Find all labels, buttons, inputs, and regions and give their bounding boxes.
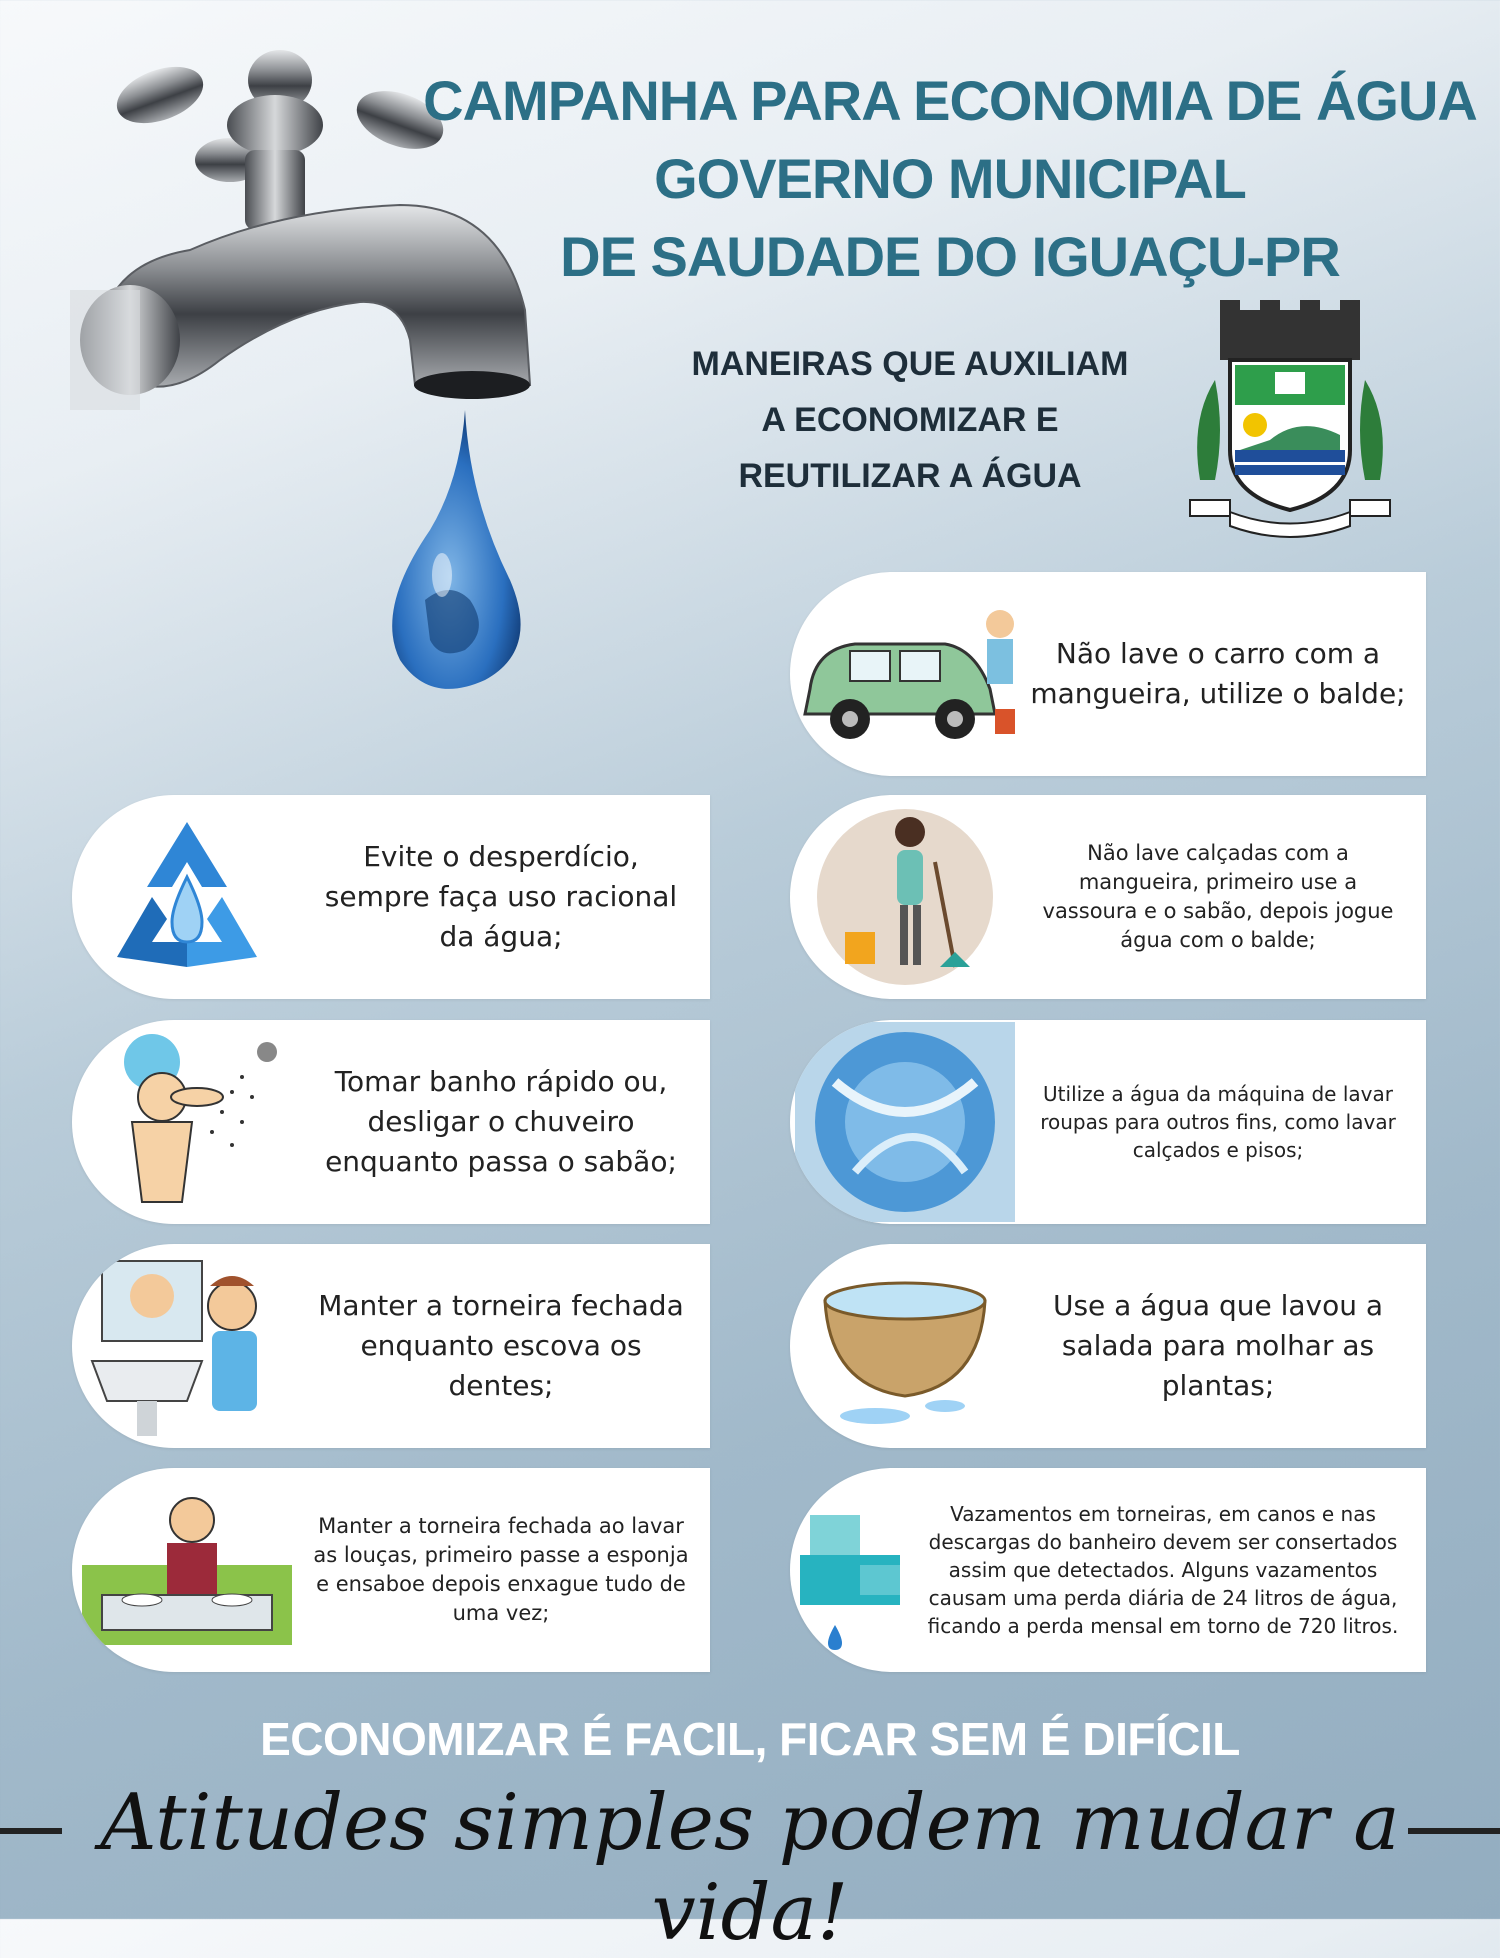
tip-text: Não lave calçadas com a mangueira, primeiro use a vassoura e o sabão, depois jogue água com o balde; — [1042, 841, 1394, 952]
shower-illustration — [72, 1020, 302, 1224]
tip-text: Utilize a água da máquina de lavar roupas para outros fins, como lavar calçados e pisos; — [1040, 1082, 1396, 1162]
tip-shower — [72, 1020, 710, 1224]
title-line: DE SAUDADE DO IGUAÇU-PR — [560, 225, 1340, 288]
tip-text: Vazamentos em torneiras, em canos e nas descargas do banheiro devem ser consertados assim que detectados. Alguns vazamentos causam uma perda diária de 24 litros de água, ficando a perda mensal em torno de 720 litros. — [927, 1502, 1399, 1638]
subtitle-line: REUTILIZAR A ÁGUA — [738, 457, 1082, 495]
title-line: CAMPANHA PARA ECONOMIA DE ÁGUA — [423, 69, 1477, 132]
subtitle — [660, 336, 1160, 504]
tip-text: Não lave o carro com a mangueira, utilize o balde; — [1030, 637, 1406, 710]
dishes-illustration — [72, 1468, 302, 1672]
tip-leaks — [790, 1468, 1426, 1672]
tip-recycle — [72, 795, 710, 999]
tip-text: Manter a torneira fechada enquanto escova os dentes; — [318, 1289, 684, 1402]
municipal-crest-icon — [1180, 300, 1400, 550]
brush-teeth-illustration — [72, 1244, 302, 1448]
sidewalk-illustration — [790, 795, 1020, 999]
recycle-icon — [72, 795, 302, 999]
tip-sidewalk — [790, 795, 1426, 999]
title-line: GOVERNO MUNICIPAL — [654, 147, 1246, 210]
tip-car-wash — [790, 572, 1426, 776]
car-wash-illustration — [790, 572, 1020, 776]
tip-dishes — [72, 1468, 710, 1672]
subtitle-line: MANEIRAS QUE AUXILIAM — [691, 345, 1129, 383]
tip-text: Manter a torneira fechada ao lavar as louças, primeiro passe a esponja e ensaboe depois enxague tudo de uma vez; — [313, 1514, 689, 1625]
script-tagline: Atitudes simples podem mudar a vida! — [100, 1778, 1400, 1958]
campaign-title — [420, 62, 1480, 296]
bowl-icon — [790, 1244, 1020, 1448]
tip-washing-machine — [790, 1020, 1426, 1224]
tip-text: Tomar banho rápido ou, desligar o chuveiro enquanto passa o sabão; — [325, 1065, 677, 1178]
faucet-handle — [109, 50, 451, 230]
tip-salad-water — [790, 1244, 1426, 1448]
slogan: ECONOMIZAR É FACIL, FICAR SEM É DIFÍCIL — [260, 1713, 1240, 1765]
tip-text: Evite o desperdício, sempre faça uso racional da água; — [324, 840, 678, 953]
tip-text: Use a água que lavou a salada para molhar as plantas; — [1052, 1289, 1384, 1402]
leaking-pipe-icon — [790, 1468, 910, 1672]
washing-machine-illustration — [790, 1020, 1020, 1224]
subtitle-line: A ECONOMIZAR E — [761, 401, 1059, 439]
tip-brush-teeth — [72, 1244, 710, 1448]
